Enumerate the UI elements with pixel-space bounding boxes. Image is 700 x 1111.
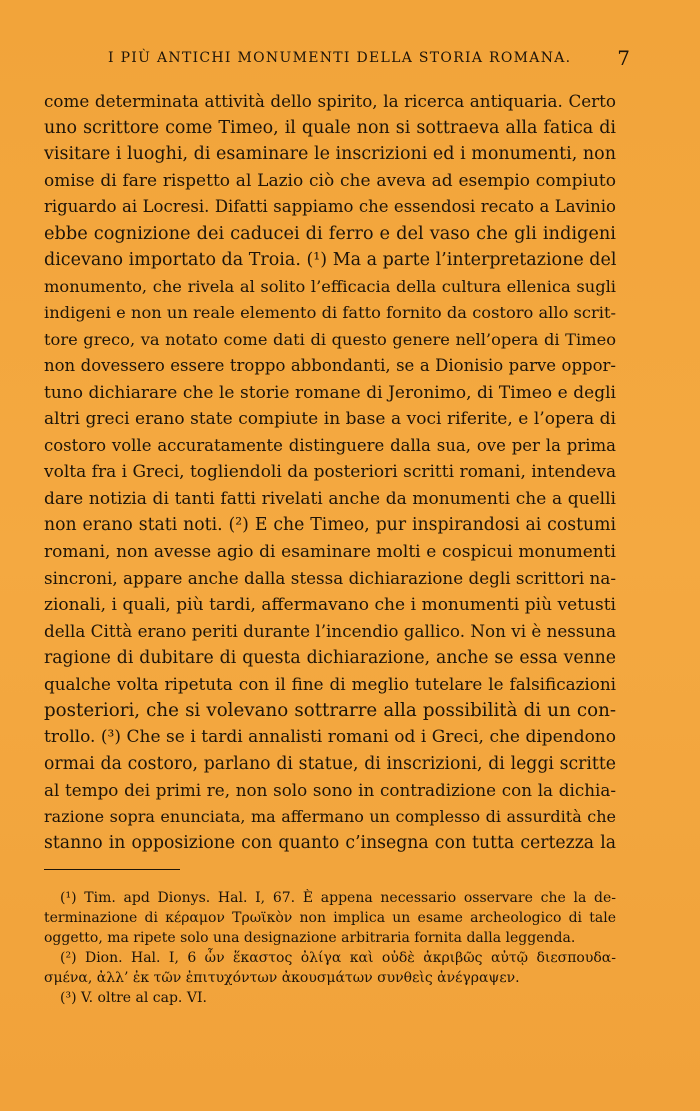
text-line: non erano stati noti. (²) E che Timeo, pur inspirandosi ai costumi [44, 515, 616, 535]
running-header [44, 46, 630, 70]
footnotes [44, 888, 616, 1008]
text-line: sincroni, appare anche dalla stessa dichiarazione degli scrittori na- [44, 568, 616, 588]
text-line: non dovessero essere troppo abbondanti, se a Dionisio parve oppor- [44, 356, 616, 375]
text-line: ragione di dubitare di questa dichiarazione, anche se essa venne [44, 647, 616, 668]
text-line: costoro volle accuratamente distinguere dalla sua, ove per la prima [44, 435, 616, 455]
text-line: dicevano importato da Troia. (¹) Ma a parte l’interpretazione del [44, 250, 617, 270]
text-line: ebbe cognizione dei caducei di ferro e del vaso che gli indigeni [44, 223, 616, 244]
text-line: uno scrittore come Timeo, il quale non si sottraeva alla fatica di [44, 117, 616, 138]
text-line: romani, non avesse agio di esaminare molti e cospicui monumenti [44, 541, 616, 562]
footnote-line: σμένα, ἀλλ’ ἐκ τῶν ἐπιτυχόντων ἀκουσμάτων συνθεὶς ἀνέγραψεν. [44, 970, 520, 986]
footnote-line: (¹) Tim. apd Dionys. Hal. I, 67. È appena necessario osservare che la de- [60, 890, 616, 906]
text-line: al tempo dei primi re, non solo sono in contradizione con la dichia- [44, 780, 616, 800]
text-line: altri greci erano state compiute in base a voci riferite, e l’opera di [44, 409, 616, 429]
running-title: I PIÙ ANTICHI MONUMENTI DELLA STORIA ROMANA. [108, 50, 572, 66]
page-number: 7 [617, 46, 630, 70]
text-line: volta fra i Greci, togliendoli da posteriori scritti romani, intendeva [44, 462, 617, 482]
footnote-1 [44, 888, 616, 948]
text-line: trollo. (³) Che se i tardi annalisti romani od i Greci, che dipendono [44, 727, 616, 747]
text-line: della Città erano periti durante l’incendio gallico. Non vi è nessuna [44, 621, 617, 641]
footnote-line: (³) V. oltre al cap. VI. [60, 990, 207, 1006]
footnote-3 [44, 988, 616, 1008]
footnote-line: oggetto, ma ripete solo una designazione arbitraria fornita dalla leggenda. [44, 930, 576, 946]
text-line: tuno dichiarare che le storie romane di Jeronimo, di Timeo e degli [44, 382, 616, 403]
text-line: qualche volta ripetuta con il fine di meglio tutelare le falsificazioni [44, 674, 616, 694]
text-line: dare notizia di tanti fatti rivelati anche da monumenti che a quelli [44, 488, 616, 509]
footnote-2 [44, 948, 616, 988]
text-line: monumento, che rivela al solito l’efficacia della cultura ellenica sugli [44, 276, 616, 296]
text-line: riguardo ai Locresi. Difatti sappiamo che essendosi recato a Lavinio [44, 197, 616, 216]
text-line: tore greco, va notato come dati di questo genere nell’opera di Timeo [44, 329, 616, 349]
footnote-line: (²) Dion. Hal. I, 6 ὧν ἕκαστος ὀλίγα καὶ οὐδὲ ἀκριβῶς αὐτῷ διεσπουδα- [60, 950, 616, 966]
main-text [44, 88, 616, 857]
text-line: stanno in opposizione con quanto c’insegna con tutta certezza la [44, 833, 616, 853]
text-line: come determinata attività dello spirito, la ricerca antiquaria. Certo [44, 91, 616, 111]
text-line: omise di fare rispetto al Lazio ciò che aveva ad esempio compiuto [44, 170, 616, 191]
text-line: indigeni e non un reale elemento di fatto fornito da costoro allo scrit- [44, 303, 616, 322]
footnote-divider [44, 869, 180, 870]
text-line: posteriori, che si volevano sottrarre alla possibilità di un con- [44, 699, 616, 721]
text-line: visitare i luoghi, di esaminare le inscrizioni ed i monumenti, non [44, 144, 616, 164]
text-line: zionali, i quali, più tardi, affermavano che i monumenti più vetusti [44, 594, 616, 615]
footnote-line: terminazione di κέραμον Τρωϊκὸν non implica un esame archeologico di tale [44, 910, 616, 926]
text-line: ormai da costoro, parlano di statue, di inscrizioni, di leggi scritte [44, 753, 616, 774]
text-line: razione sopra enunciata, ma affermano un complesso di assurdità che [44, 806, 616, 826]
